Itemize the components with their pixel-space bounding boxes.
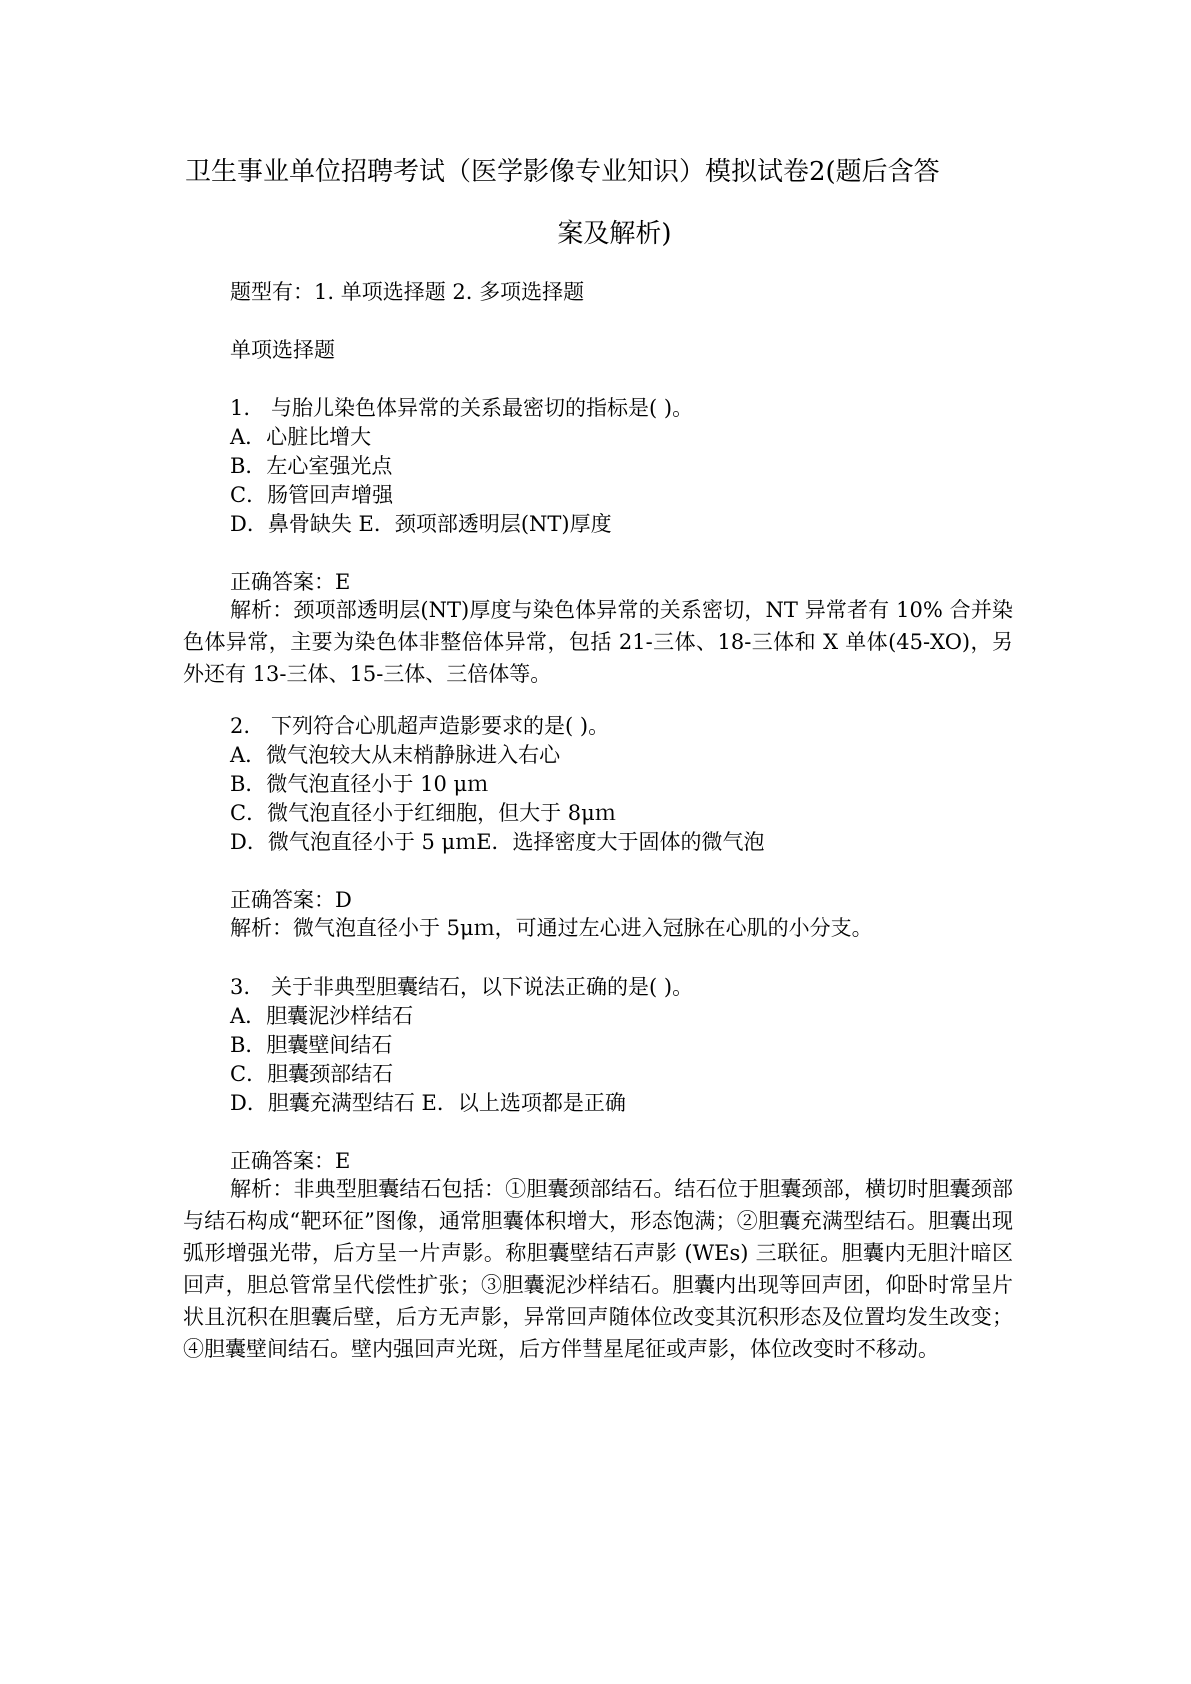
question-2-option-c: C．微气泡直径小于红细胞，但大于 8μｍ — [230, 801, 616, 825]
question-3-analysis: 解析：非典型胆囊结石包括：①胆囊颈部结石。结石位于胆囊颈部，横切时胆囊颈部与结石构成“靶环征”图像，通常胆囊体积增大，形态饱满；②胆囊充满型结石。胆囊出现弧形增强光带，后方呈一片声影。称胆囊壁结石声影 (WEs) 三联征。胆囊内无胆汁暗区回声，胆总管常呈代偿性扩张；③胆囊泥沙样结石。胆囊内出现等回声团，仰卧时常呈片状且沉积在胆囊后壁，后方无声影，异常回声随体位改变其沉积形态及位置均发生改变；④胆囊壁间结石。壁内强回声光斑，后方伴彗星尾征或声影，体位改变时不移动。 — [183, 1177, 1013, 1361]
question-2-analysis: 解析：微气泡直径小于 5μｍ，可通过左心进入冠脉在心肌的小分支。 — [230, 916, 873, 940]
question-3-option-a: A．胆囊泥沙样结石 — [230, 1004, 414, 1028]
question-1-option-a: A．心脏比增大 — [230, 425, 372, 449]
document-title-line-2: 案及解析) — [557, 219, 672, 249]
question-2-option-b: B．微气泡直径小于 10 μｍ — [230, 772, 489, 796]
question-1-answer: 正确答案：E — [230, 570, 351, 594]
question-2-answer: 正确答案：D — [230, 888, 352, 912]
document-title-line-1: 卫生事业单位招聘考试（医学影像专业知识）模拟试卷2(题后含答 — [185, 157, 940, 187]
question-3-option-d-e: D．胆囊充满型结石 E．以上选项都是正确 — [230, 1091, 626, 1115]
section-heading: 单项选择题 — [230, 338, 335, 362]
question-1-analysis: 解析：颈项部透明层(NT)厚度与染色体异常的关系密切，NT 异常者有 10% 合并染色体异常，主要为染色体非整倍体异常，包括 21-三体、18-三体和 X 单体(45-XO)，另外还有 13-三体、15-三体、三倍体等。 — [183, 598, 1013, 686]
question-3-option-c: C．胆囊颈部结石 — [230, 1062, 394, 1086]
question-2-stem: 2. 下列符合心肌超声造影要求的是( )。 — [230, 714, 610, 738]
question-1-stem: 1. 与胎儿染色体异常的关系最密切的指标是( )。 — [230, 396, 694, 420]
question-2-option-a: A．微气泡较大从末梢静脉进入右心 — [230, 743, 561, 767]
question-types-line: 题型有：1. 单项选择题 2. 多项选择题 — [230, 280, 585, 304]
question-3-option-b: B．胆囊壁间结石 — [230, 1033, 393, 1057]
question-1-option-d-e: D．鼻骨缺失 E．颈项部透明层(NT)厚度 — [230, 512, 612, 536]
question-1-option-b: B．左心室强光点 — [230, 454, 393, 478]
question-2-option-d-e: D．微气泡直径小于 5 μｍE．选择密度大于固体的微气泡 — [230, 830, 765, 854]
question-3-answer: 正确答案：E — [230, 1149, 351, 1173]
question-3-stem: 3. 关于非典型胆囊结石，以下说法正确的是( )。 — [230, 975, 694, 999]
question-1-option-c: C．肠管回声增强 — [230, 483, 394, 507]
